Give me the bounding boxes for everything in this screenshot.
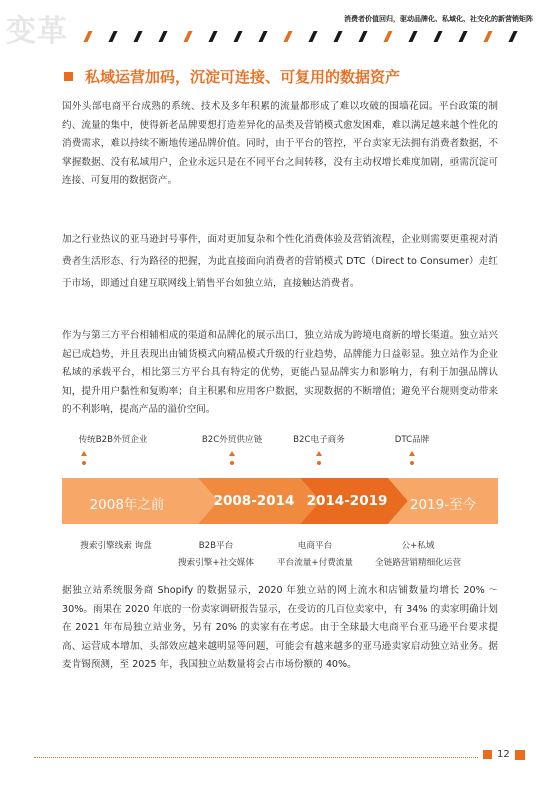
header-tagline: 消费者价值回归，驱动品牌化、私域化、社交化的新营销矩阵	[344, 15, 533, 23]
timeline-era: 2008年之前	[89, 497, 165, 513]
footer-dotted-rule	[34, 757, 478, 758]
timeline-marker-arrow	[229, 451, 235, 456]
timeline-era: 2014-2019	[306, 493, 388, 509]
slash-decoration-mark	[333, 31, 342, 42]
slash-decoration-mark	[233, 31, 242, 42]
slash-decoration-mark	[433, 31, 442, 42]
slash-decoration-mark	[483, 31, 492, 42]
timeline-era: 2019-至今	[409, 497, 477, 513]
timeline-bottom-label: 搜索引擎线索 询盘	[80, 541, 152, 551]
watermark: 变革	[6, 14, 68, 49]
slash-decoration-mark	[308, 31, 317, 42]
slash-decoration-mark	[358, 31, 367, 42]
timeline-era: 2008-2014	[213, 493, 295, 509]
timeline-bottom-sublabel: 平台流量+付费流量	[277, 558, 353, 568]
slash-decoration-mark	[158, 31, 167, 42]
slash-decoration-mark	[108, 31, 117, 42]
timeline-top-label: B2C外贸供应链	[201, 435, 263, 445]
timeline-bottom-label: B2B平台	[198, 541, 234, 551]
slash-decoration-mark	[83, 31, 92, 42]
paragraph-2: 加之行业热议的亚马逊封号事件，面对更加复杂和个性化消费体验及营销流程，企业则需要更重视对消费者生活形态、行为路径的把握，为此直接面向消费者的营销模式 DTC（Direct to Consumer）走红于市场，即通过自建互联网线上销售平台如独立站，直接触达消费者。	[62, 234, 498, 289]
slash-decoration-mark	[208, 31, 217, 42]
slash-decoration-mark	[458, 31, 467, 42]
slash-decoration-mark	[183, 31, 192, 42]
timeline-top-label: DTC品牌	[394, 435, 430, 445]
slash-decoration-mark	[383, 31, 392, 42]
paragraph-3: 作为与第三方平台相辅相成的渠道和品牌化的展示出口，独立站成为跨境电商新的增长渠道。独立站兴起已成趋势，并且表现出由铺货模式向精品模式升级的行业趋势，品牌能力日益彰显。独立站作为企业私域的承载平台，相比第三方平台具有特定的优势，更能凸显品牌实力和影响力，有利于加强品牌认知，提升用户黏性和复购率；自主积累和应用客户数据，实现数据的不断增值；避免平台规则变动带来的不利影响，提高产品的溢价空间。	[62, 330, 498, 415]
timeline-marker-dot	[82, 461, 86, 465]
slash-decoration-mark	[133, 31, 142, 42]
timeline-top-label: B2C电子商务	[293, 435, 345, 445]
header-slash-decoration	[86, 31, 536, 43]
page-number: 12	[497, 749, 510, 760]
section-heading	[64, 66, 400, 87]
timeline-marker-dot	[410, 461, 414, 465]
timeline-bottom-label: 电商平台	[297, 541, 333, 551]
paragraph-4: 据独立站系统服务商 Shopify 的数据显示，2020 年独立站的网上流水和店铺数量均增长 20% ～ 30%。雨果在 2020 年底的一份卖家调研报告显示，在受访的几百位卖家中，有 34% 的卖家明确计划在 2021 年布局独立站业务，另有 20% 的卖家有在考虑。由于全球最大电商平台亚马逊平台要求提高、运营成本增加、头部效应越来越明显等问题，可能会有越来越多的亚马逊卖家启动独立站业务。据麦肯锡预测，至 2025 年，我国独立站数量将会占市场份额的 40%。	[62, 585, 498, 670]
slash-decoration-mark	[408, 31, 417, 42]
slash-decoration-mark	[258, 31, 267, 42]
timeline-marker-dot	[317, 461, 321, 465]
footer-bar	[515, 750, 525, 760]
timeline-bottom-sublabel: 搜索引擎+社交媒体	[178, 558, 254, 568]
paragraph-1: 国外头部电商平台成熟的系统、技术及多年积累的流量都形成了难以攻破的围墙花园。平台政策的制约、流量的集中，使得新老品牌要想打造差异化的品类及营销模式愈发困难，难以满足越来越个性化的消费需求，难以持续不断地传递品牌价值。同时，由于平台的管控，平台卖家无法拥有消费者数据，不掌握数据、没有私域用户，企业永远只是在不同平台之间转移，没有主动权增长难度加剧，亟需沉淀可连接、可复用的数据资产。	[62, 101, 498, 186]
section-title: 私域运营加码，沉淀可连接、可复用的数据资产	[85, 68, 401, 86]
heading-square-icon	[64, 72, 73, 81]
timeline-top-label: 传统B2B外贸企业	[78, 435, 148, 445]
timeline-marker-arrow	[81, 451, 87, 456]
timeline-marker-dot	[230, 461, 234, 465]
timeline-bottom-label: 公+私域	[401, 541, 435, 551]
timeline-bottom-sublabel: 全链路营销精细化运营	[375, 558, 461, 568]
slash-decoration-mark	[508, 31, 517, 42]
slash-decoration-mark	[283, 31, 292, 42]
timeline-marker-arrow	[316, 451, 322, 456]
footer-square-icon	[483, 750, 492, 759]
timeline-marker-arrow	[409, 451, 415, 456]
